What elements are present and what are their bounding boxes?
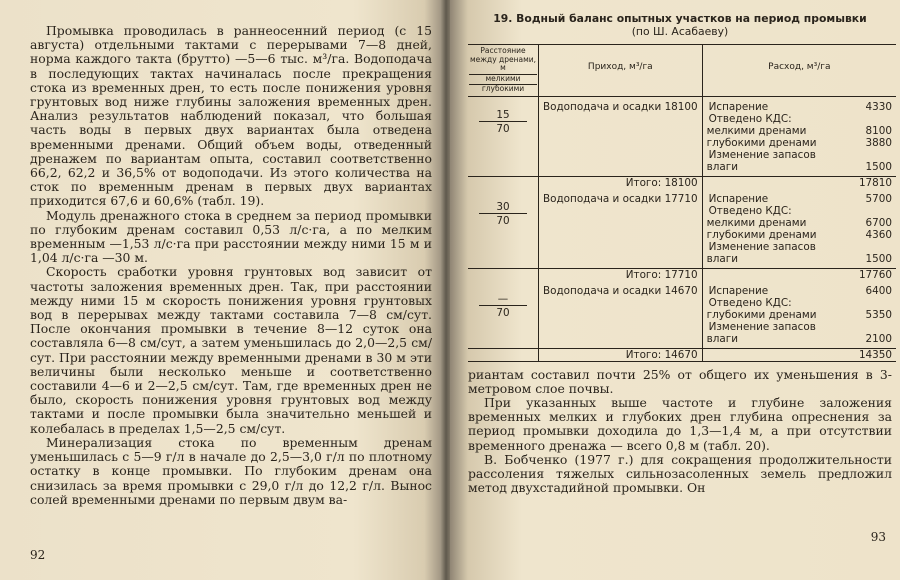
header-distance-shallow: мелкими [469,74,537,84]
total-income: 14670 [664,348,698,361]
outcome-label: Испарение [708,192,769,205]
outcome-item [707,101,892,113]
table-body [468,96,896,361]
outcome-label: влаги [706,332,738,345]
income-cell [539,281,703,349]
paragraph-4: Минерализация стока по временным дренам уменьшилась с 5—9 г/л в начале до 2,5—3,0 г/л по плотному остатку в конце промывки. По глубоким дренам она снизилась за время промывки с 29,0 г/л до 12,2 г/л. Вынос солей временными дренами по первым двум ва- [30,434,432,507]
outcome-cell [702,281,896,349]
outcome-label: Изменение запасов [708,320,816,333]
table-caption [468,12,892,38]
total-income: 18100 [664,176,698,189]
outcome-item [707,297,892,309]
outcome-item [707,321,892,333]
outcome-label: Отведено КДС: [708,112,792,125]
total-label: Итого: [625,176,662,189]
income-label: Водоподача и осадки [543,100,662,113]
table-header-row [468,45,896,97]
table-row-group [468,96,896,176]
outcome-label: глубокими дренами [706,136,817,149]
outcome-value: 6700 [865,216,892,229]
table-row-group [468,281,896,349]
header-income: Приход, м³/га [539,45,703,97]
outcome-item [707,149,892,161]
outcome-item [707,241,892,253]
distance-cell [468,96,539,176]
outcome-label: глубокими дренами [706,308,817,321]
outcome-label: Отведено КДС: [708,296,792,309]
paragraph-1: Промывка проводилась в раннеосенний период (с 15 августа) отдельными тактами с перерывами 7—8 дней, норма каждого такта (брутто) —5—6 тыс. м³/га. Водоподача в последующих тактах начиналась после прекращения стока из временных дрен, то есть после понижения уровня грунтовых вод ниже глубины заложения временных дрен. Анализ результатов наблюдений показал, что большая часть воды в первых двух вариантах была отведена временными дренами. Общий объем воды, отведенный дренажем по вариантам опыта, составил соответственно 66,2, 62,2 и 36,5% от водоподачи. Из этого количества на сток по временным дренам в первых двух вариантах приходится 67,6 и 60,6% (табл. 19). [30,23,432,209]
distance-cell-empty [468,268,539,281]
outcome-item [707,285,892,297]
outcome-label: Изменение запасов [708,240,816,253]
header-outcome: Расход, м³/га [702,45,896,97]
distance-cell [468,281,539,349]
paragraph-continued: риантам составил почти 25% от общего их уменьшения в 3-метровом слое почвы. [468,366,892,396]
total-outcome-cell [702,348,896,361]
outcome-value: 6400 [865,284,892,297]
total-income: 17710 [664,268,698,281]
outcome-label: Испарение [708,284,769,297]
table-title: 19. Водный баланс опытных участков на период промывки [493,12,867,25]
header-distance-deep: глубокими [469,84,537,94]
distance-cell-empty [468,176,539,189]
distance-deep: 70 [496,306,510,319]
outcome-item [707,205,892,217]
total-outcome-cell [702,268,896,281]
right-page [450,0,900,580]
total-label: Итого: [625,268,662,281]
table-source: (по Ш. Асабаеву) [631,25,729,38]
outcome-item [707,309,892,321]
header-distance-title: Расстояние между дренами, м [469,46,536,72]
outcome-label: Испарение [708,100,769,113]
outcome-value: 3880 [865,136,892,149]
outcome-label: мелкими дренами [706,124,807,137]
total-outcome: 17810 [858,176,892,189]
income-value: 18100 [664,100,698,113]
table-row-total [468,176,896,189]
header-distance [468,45,539,97]
total-outcome-cell [702,176,896,189]
outcome-label: Изменение запасов [708,148,816,161]
outcome-label: глубокими дренами [706,228,817,241]
outcome-cell [702,189,896,269]
income-label: Водоподача и осадки [543,192,662,205]
outcome-cell [702,96,896,176]
distance-shallow: 15 [479,109,527,122]
page-number-right: 93 [870,530,886,544]
page-number-left: 92 [30,548,46,562]
distance-deep: 70 [496,122,510,135]
water-balance-table [468,44,896,362]
total-outcome: 17760 [858,268,892,281]
paragraph-3: Скорость сработки уровня грунтовых вод зависит от частоты заложения временных дрен. Так, при расстоянии между ними 15 м скорость понижения уровня грунтовых вод в перерывах между тактами составила 7—8 см/сут. После окончания промывки в течение 8—12 суток она составляла 6—8 см/сут, а затем уменьшилась до 2,0—2,5 см/сут. При расстоянии между временными дренами в 30 м эти величины были несколько меньше и соответственно составили 4—6 и 2—2,5 см/сут. Там, где временных дрен не было, скорость понижения уровня грунтовых вод между тактами и после промывки была значительно меньшей и колебалась в пределах 1,5—2,5 см/сут. [30,264,432,436]
paragraph-depth: При указанных выше частоте и глубине заложения временных мелких и глубоких дрен глубина опреснения за период промывки доходила до 1,3—1,4 м, а при отсутствии временного дренажа — всего 0,8 м (табл. 20). [468,394,892,453]
income-value: 17710 [664,192,698,205]
outcome-item [707,217,892,229]
outcome-item [707,137,892,149]
outcome-item [707,229,892,241]
income-cell [539,189,703,269]
total-income-cell [539,268,703,281]
total-label: Итого: [625,348,662,361]
paragraph-2: Модуль дренажного стока в среднем за период промывки по глубоким дренам составил 0,53 л/с·га, а по мелким временным —1,53 л/с·га при расстоянии между ними 15 м и 1,04 л/с·га —30 м. [30,207,432,266]
income-value: 14670 [664,284,698,297]
total-income-cell [539,176,703,189]
outcome-value: 1500 [865,160,892,173]
paragraph-bobchenko: В. Бобченко (1977 г.) для сокращения продолжительности рассоления тяжелых сильнозасоленных земель предложил метод двухстадийной промывки. Он [468,451,892,496]
outcome-label: Отведено КДС: [708,204,792,217]
table-row-total [468,268,896,281]
income-label: Водоподача и осадки [543,284,662,297]
outcome-value: 2100 [865,332,892,345]
distance-cell [468,189,539,269]
outcome-item [707,125,892,137]
total-outcome: 14350 [858,348,892,361]
outcome-value: 1500 [865,252,892,265]
outcome-value: 5700 [865,192,892,205]
distance-deep: 70 [496,214,510,227]
outcome-item [707,113,892,125]
distance-shallow: 30 [479,201,527,214]
outcome-item [707,333,892,345]
income-cell [539,96,703,176]
outcome-label: влаги [706,160,738,173]
distance-cell-empty [468,348,539,361]
right-text [468,368,892,496]
outcome-value: 4360 [865,228,892,241]
outcome-value: 5350 [865,308,892,321]
outcome-item [707,253,892,265]
outcome-label: влаги [706,252,738,265]
outcome-item [707,161,892,173]
distance-shallow: — [479,293,527,306]
outcome-label: мелкими дренами [706,216,807,229]
table-row-total [468,348,896,361]
total-income-cell [539,348,703,361]
left-page [0,0,442,580]
outcome-value: 8100 [865,124,892,137]
outcome-value: 4330 [865,100,892,113]
outcome-item [707,193,892,205]
table-row-group [468,189,896,269]
